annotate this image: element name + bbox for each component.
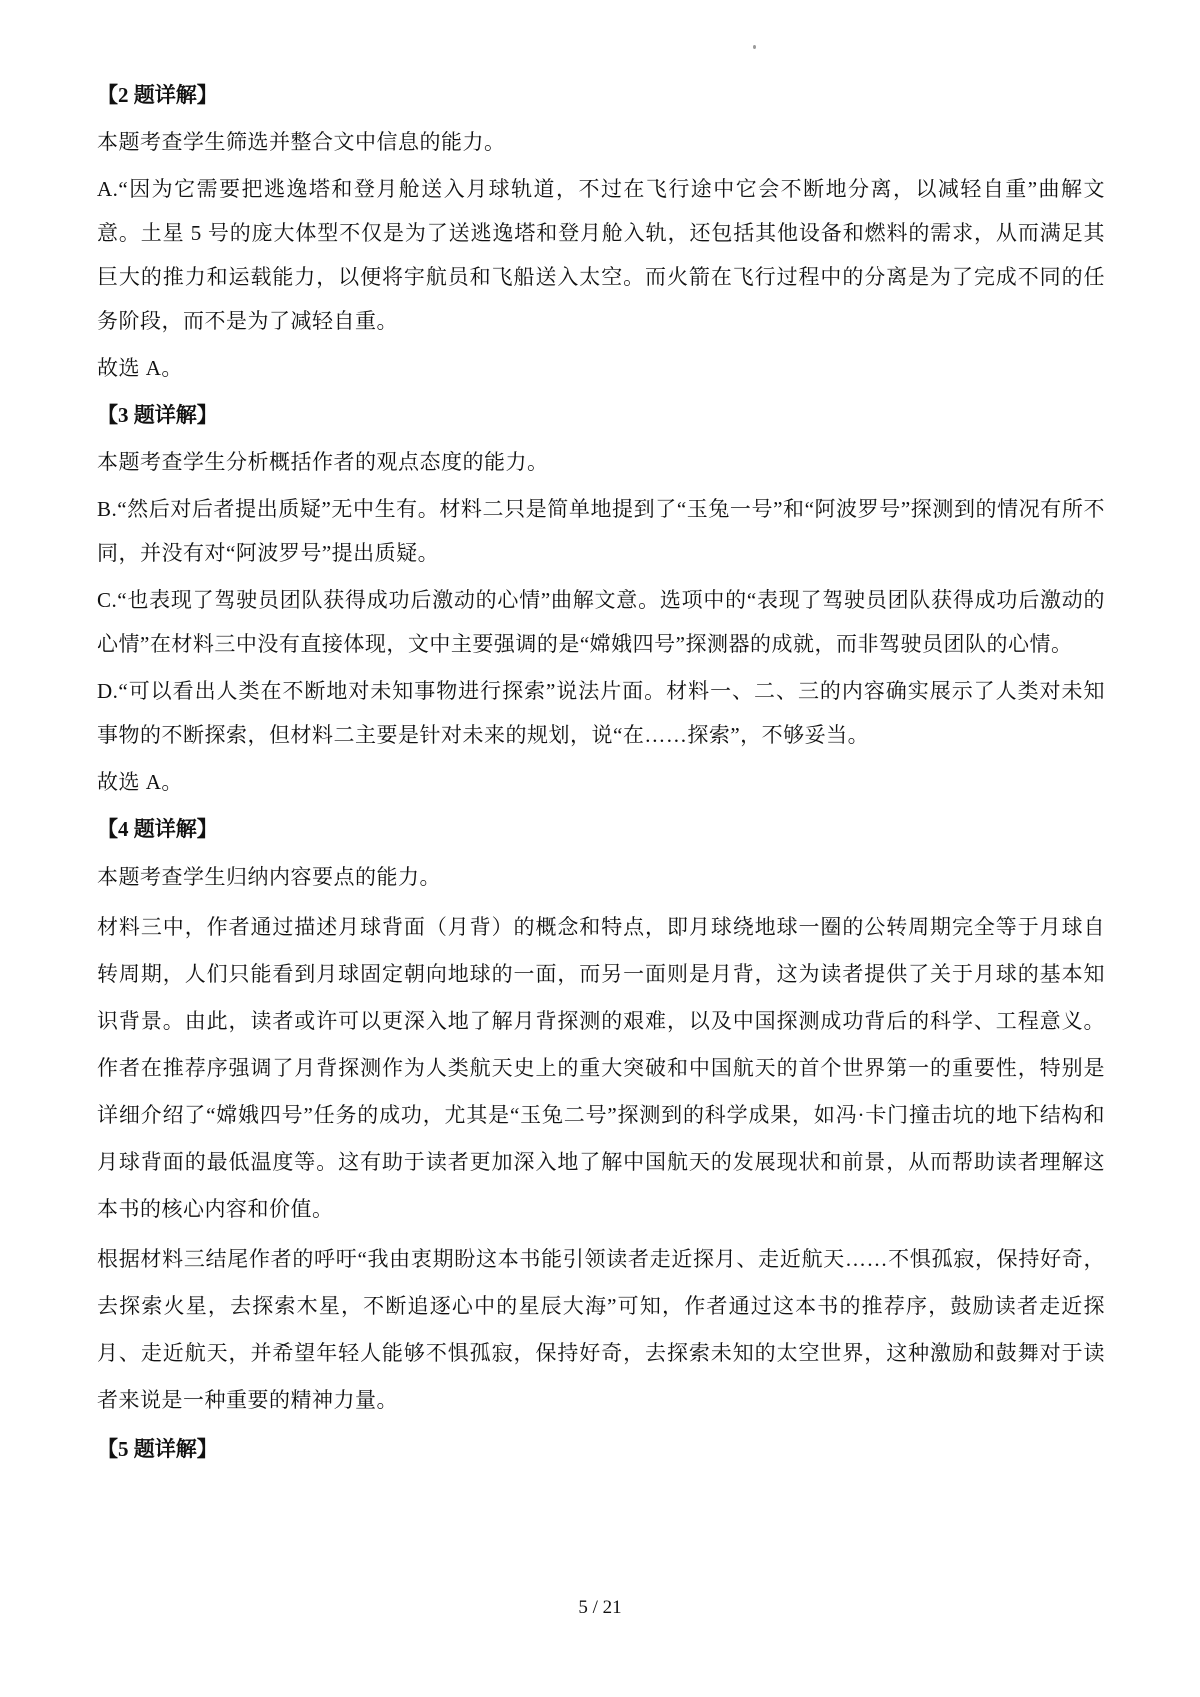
paragraph: A.“因为它需要把逃逸塔和登月舱送入月球轨道，不过在飞行途中它会不断地分离，以减轻自重”曲解文意。土星 5 号的庞大体型不仅是为了送逃逸塔和登月舱入轨，还包括其他设备和燃料的需求，从而满足其巨大的推力和运载能力，以便将宇航员和飞船送入太空。而火箭在飞行过程中的分离是为了完成不同的任务阶段，而不是为了减轻自重。 (97, 177, 1105, 333)
section-heading: 【2 题详解】 (97, 83, 218, 107)
section-question-2 (97, 73, 1105, 390)
section-question-5 (97, 1427, 1105, 1471)
page-footer (0, 1597, 1200, 1619)
paragraph: D.“可以看出人类在不断地对未知事物进行探索”说法片面。材料一、二、三的内容确实展示了人类对未知事物的不断探索，但材料二主要是针对未来的规划，说“在……探索”，不够妥当。 (97, 679, 1105, 747)
paragraph: B.“然后对后者提出质疑”无中生有。材料二只是简单地提到了“玉兔一号”和“阿波罗号”探测到的情况有所不同，并没有对“阿波罗号”提出质疑。 (97, 497, 1105, 565)
paragraph: 故选 A。 (97, 770, 183, 794)
section-heading: 【3 题详解】 (97, 403, 218, 427)
paragraph: C.“也表现了驾驶员团队获得成功后激动的心情”曲解文意。选项中的“表现了驾驶员团队获得成功后激动的心情”在材料三中没有直接体现，文中主要强调的是“嫦娥四号”探测器的成就，而非驾驶员团队的心情。 (97, 588, 1105, 656)
section-heading: 【4 题详解】 (97, 817, 218, 841)
paragraph: 根据材料三结尾作者的呼吁“我由衷期盼这本书能引领读者走近探月、走近航天……不惧孤寂，保持好奇，去探索火星，去探索木星，不断追逐心中的星辰大海”可知，作者通过这本书的推荐序，鼓励读者走近探月、走近航天，并希望年轻人能够不惧孤寂，保持好奇，去探索未知的太空世界，这种激励和鼓舞对于读者来说是一种重要的精神力量。 (97, 1247, 1105, 1412)
section-question-3 (97, 393, 1105, 804)
paragraph: 材料三中，作者通过描述月球背面（月背）的概念和特点，即月球绕地球一圈的公转周期完全等于月球自转周期，人们只能看到月球固定朝向地球的一面，而另一面则是月背，这为读者提供了关于月球的基本知识背景。由此，读者或许可以更深入地了解月背探测的艰难，以及中国探测成功背后的科学、工程意义。作者在推荐序强调了月背探测作为人类航天史上的重大突破和中国航天的首个世界第一的重要性，特别是详细介绍了“嫦娥四号”任务的成功，尤其是“玉兔二号”探测到的科学成果，如冯·卡门撞击坑的地下结构和月球背面的最低温度等。这有助于读者更加深入地了解中国航天的发展现状和前景，从而帮助读者理解这本书的核心内容和价值。 (97, 915, 1105, 1221)
paragraph: 本题考查学生分析概括作者的观点态度的能力。 (97, 450, 549, 474)
section-question-4 (97, 807, 1105, 1424)
page-number: 5 / 21 (578, 1597, 622, 1618)
section-heading: 【5 题详解】 (97, 1437, 218, 1461)
scan-artifact-dot (753, 45, 756, 49)
paragraph: 本题考查学生筛选并整合文中信息的能力。 (97, 130, 506, 154)
paragraph: 故选 A。 (97, 356, 183, 380)
document-content (97, 73, 1105, 1474)
paragraph: 本题考查学生归纳内容要点的能力。 (97, 865, 441, 889)
